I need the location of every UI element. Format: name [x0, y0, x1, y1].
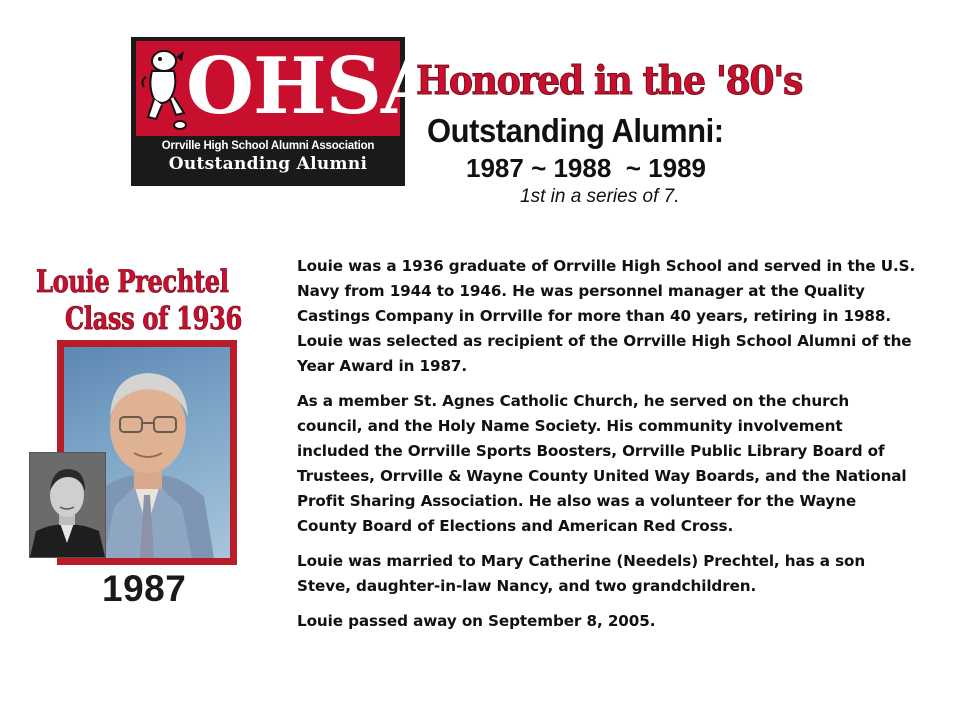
biography — [297, 254, 917, 644]
bio-paragraph: As a member St. Agnes Catholic Church, he served on the church council, and the Holy Name Society. His community involvement included the Orrville Sports Boosters, Orrville Public Library Board of Trustees, Orrville & Wayne County United Way Boards, and the National Profit Sharing Association. He also was a volunteer for the Wayne County Board of Elections and American Red Cross. — [297, 392, 907, 535]
honoree-name: Louie Prechtel — [36, 264, 229, 300]
page-title: Honored in the '80's — [416, 58, 803, 104]
mascot-icon — [140, 47, 188, 131]
series-note: 1st in a series of 7. — [520, 186, 680, 207]
bio-paragraph: Louie passed away on September 8, 2005. — [297, 612, 656, 630]
logo-tagline: Outstanding Alumni — [168, 154, 368, 174]
years-line: 1987 ~ 1988 ~ 1989 — [466, 153, 707, 183]
logo-banner — [136, 41, 501, 136]
bio-paragraph: Louie was married to Mary Catherine (Needels) Prechtel, has a son Steve, daughter-in-law Nancy, and two grandchildren. — [297, 552, 866, 595]
bio-paragraph: Louie was a 1936 graduate of Orrville High School and served in the U.S. Navy from 1944 to 1946. He was personnel manager at the Quality Castings Company in Orrville for more than 40 years, retiring in 1988. Louie was selected as recipient of the Orrville High School Alumni of the Year Award in 1987. — [297, 257, 916, 375]
youth-portrait-illustration — [30, 453, 105, 557]
youth-photo — [29, 452, 106, 558]
page-subtitle: Outstanding Alumni: — [427, 112, 724, 149]
logo-letters: OHSAA — [186, 41, 501, 132]
logo-subtitle: Orrville High School Alumni Association — [161, 140, 375, 152]
ohsaa-logo — [131, 37, 501, 186]
honoree-class: Class of 1936 — [65, 301, 242, 337]
honor-year: 1987 — [102, 568, 187, 609]
